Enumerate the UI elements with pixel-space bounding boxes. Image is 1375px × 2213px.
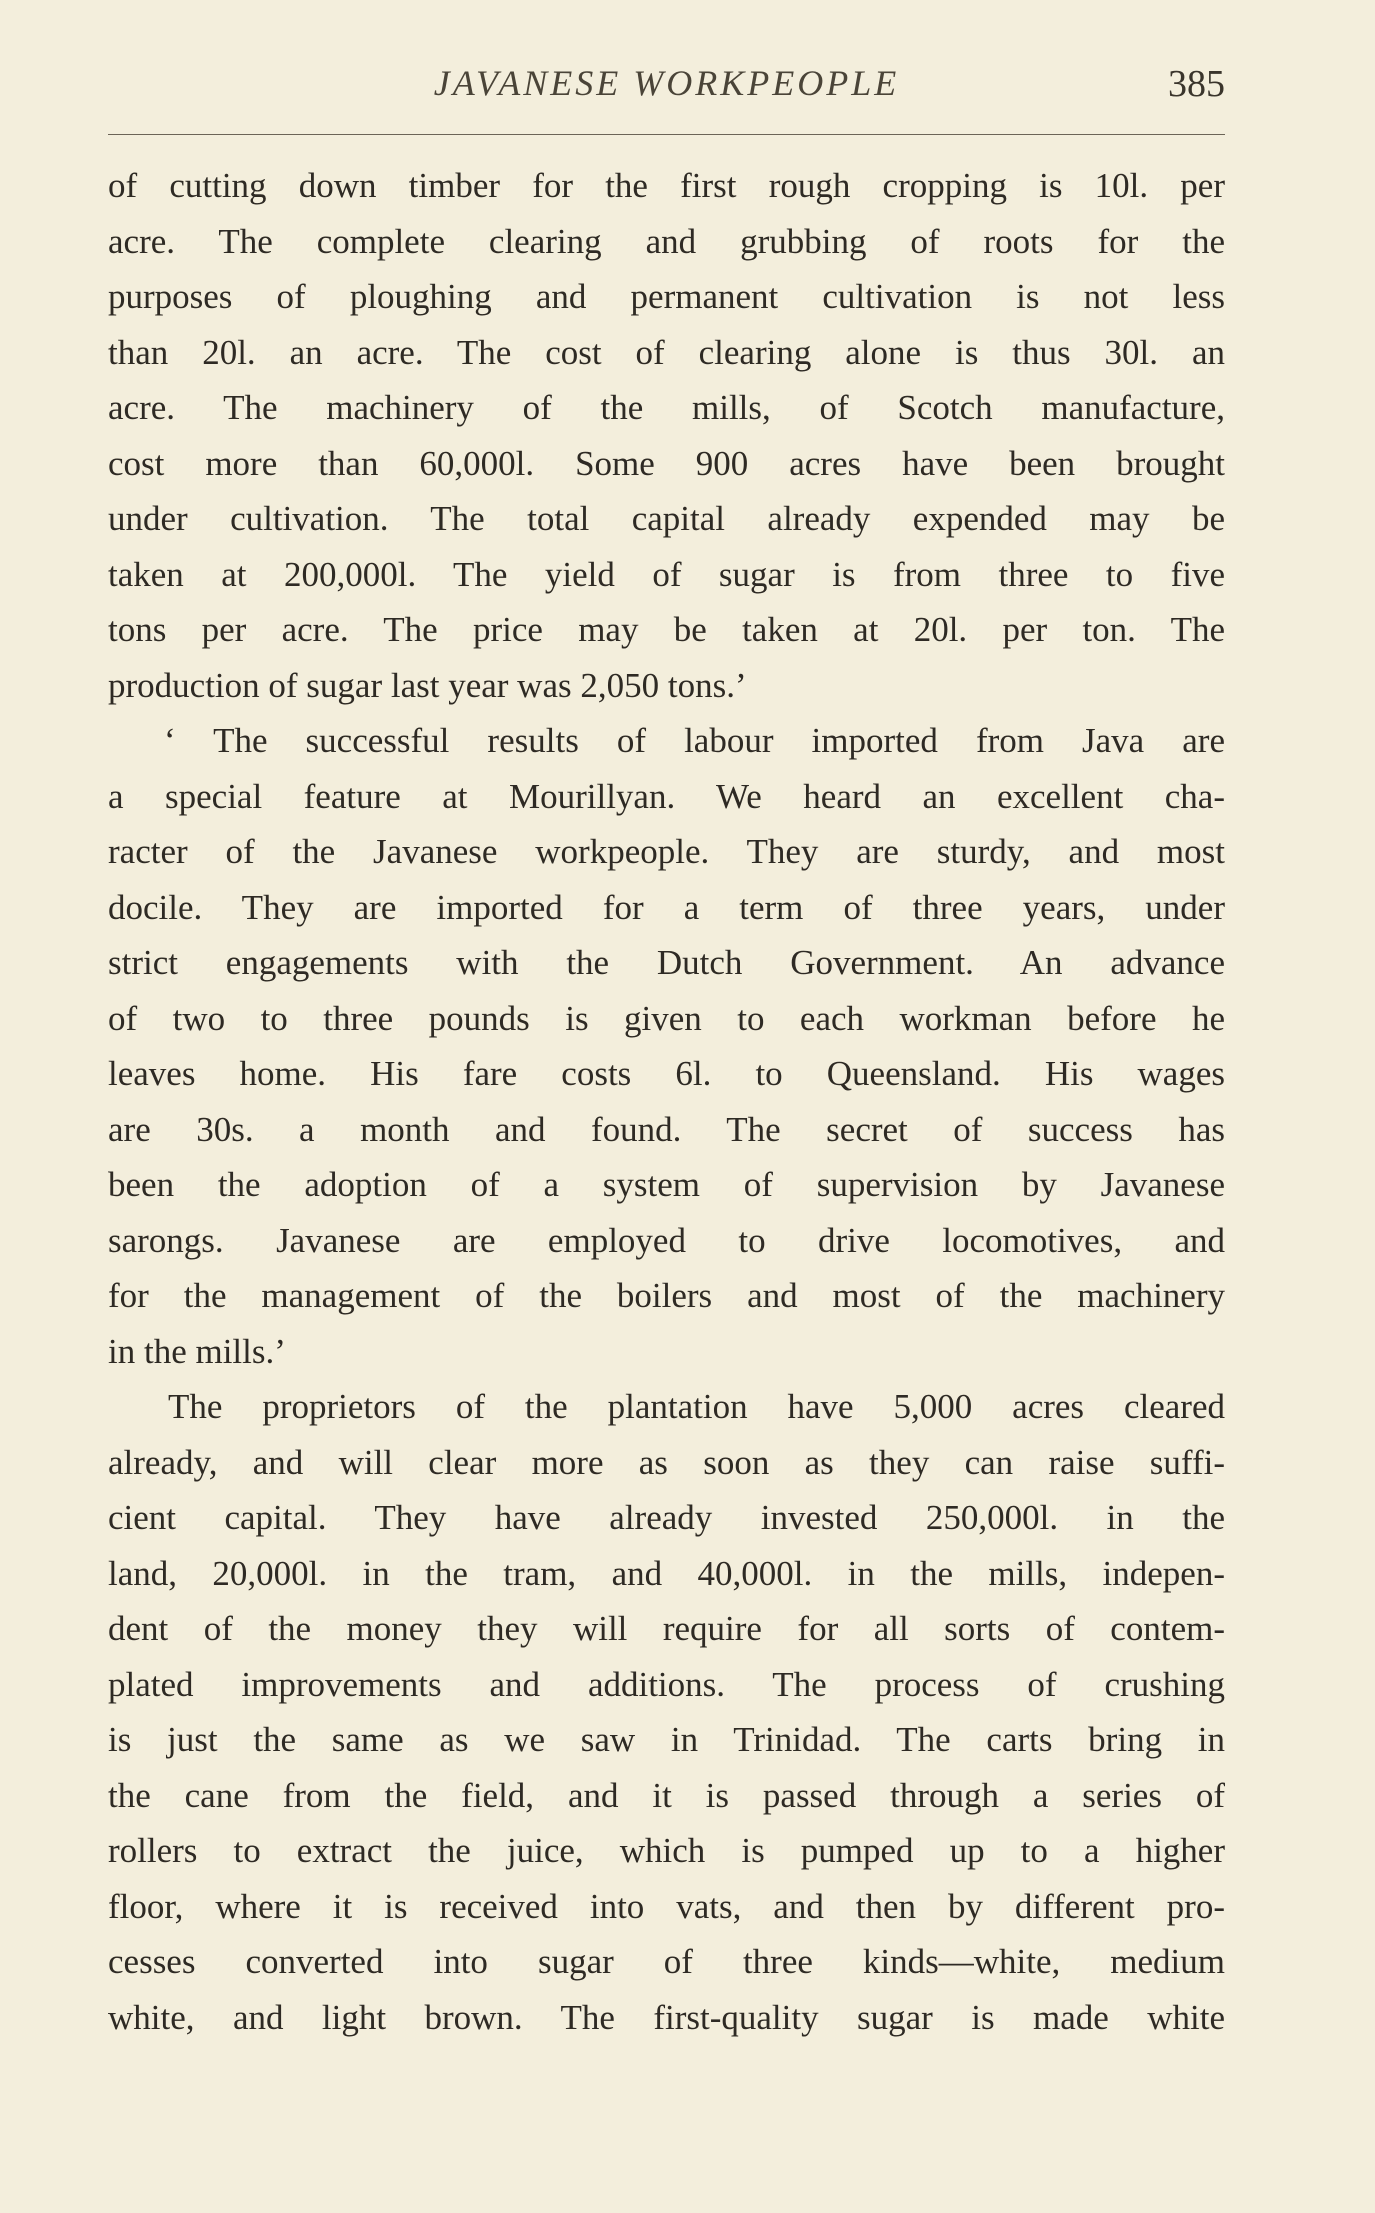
text-line: floor, where it is received into vats, and then by different pro-	[108, 1886, 1225, 1926]
text-line: cost more than 60,000l. Some 900 acres have been brought	[108, 443, 1225, 483]
text-line: land, 20,000l. in the tram, and 40,000l. in the mills, indepen-	[108, 1553, 1225, 1593]
text-line: ‘ The successful results of labour imported from Java are	[164, 721, 1225, 760]
running-head	[108, 62, 1225, 114]
text-line: sarongs. Javanese are employed to drive locomotives, and	[108, 1220, 1225, 1260]
text-line: acre. The machinery of the mills, of Scotch manufacture,	[108, 388, 1225, 427]
text-line: leaves home. His fare costs 6l. to Queensland. His wages	[108, 1054, 1225, 1093]
text-line: for the management of the boilers and most of the machinery	[108, 1276, 1225, 1315]
running-title: JAVANESE WORKPEOPLE	[433, 63, 900, 103]
text-line: cient capital. They have already invested 250,000l. in the	[108, 1498, 1225, 1537]
page-number: 385	[1168, 63, 1225, 105]
text-line: racter of the Javanese workpeople. They are sturdy, and most	[108, 832, 1225, 871]
text-line: acre. The complete clearing and grubbing of roots for the	[108, 221, 1225, 261]
text-line: production of sugar last year was 2,050 tons.’	[108, 665, 747, 705]
text-line: the cane from the field, and it is passed through a series of	[108, 1775, 1225, 1815]
text-line: are 30s. a month and found. The secret of success has	[108, 1109, 1225, 1149]
text-line: tons per acre. The price may be taken at 20l. per ton. The	[108, 610, 1225, 649]
text-line: a special feature at Mourillyan. We heard an excellent cha-	[108, 776, 1225, 816]
text-line: already, and will clear more as soon as they can raise suffi-	[108, 1442, 1225, 1482]
text-line: rollers to extract the juice, which is pumped up to a higher	[108, 1831, 1225, 1870]
text-line: white, and light brown. The first-quality sugar is made white	[108, 1997, 1225, 2037]
text-line: taken at 200,000l. The yield of sugar is from three to five	[108, 554, 1225, 594]
text-line: under cultivation. The total capital already expended may be	[108, 499, 1225, 538]
text-line: The proprietors of the plantation have 5,000 acres cleared	[168, 1387, 1225, 1426]
text-line: plated improvements and additions. The process of crushing	[108, 1664, 1225, 1704]
text-line: of cutting down timber for the first rough cropping is 10l. per	[108, 166, 1225, 205]
text-line: docile. They are imported for a term of three years, under	[108, 887, 1225, 927]
text-line: is just the same as we saw in Trinidad. The carts bring in	[108, 1720, 1225, 1759]
body-text	[108, 158, 1225, 2045]
header-rule	[108, 134, 1225, 135]
text-line: in the mills.’	[108, 1331, 286, 1371]
text-line: than 20l. an acre. The cost of clearing alone is thus 30l. an	[108, 332, 1225, 372]
text-line: dent of the money they will require for all sorts of contem-	[108, 1609, 1225, 1648]
text-line: cesses converted into sugar of three kinds—white, medium	[108, 1942, 1225, 1981]
text-line: purposes of ploughing and permanent cultivation is not less	[108, 277, 1225, 316]
text-line: strict engagements with the Dutch Government. An advance	[108, 943, 1225, 982]
text-line: of two to three pounds is given to each workman before he	[108, 998, 1225, 1038]
text-line: been the adoption of a system of supervision by Javanese	[108, 1165, 1225, 1204]
